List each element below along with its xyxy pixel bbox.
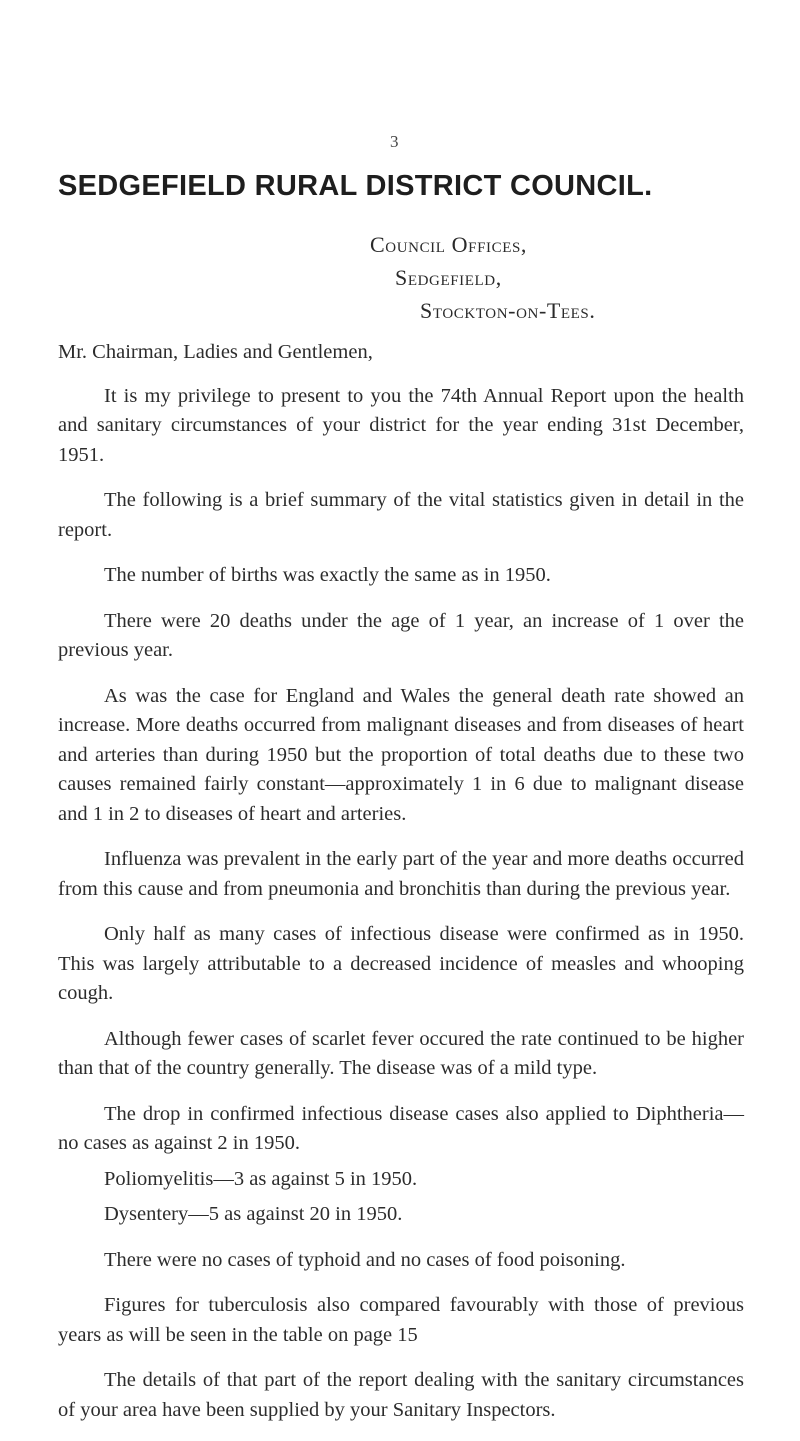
address-line-1: Council Offices, <box>370 232 528 257</box>
paragraph-sanitary: The details of that part of the report dealing with the sanitary circumstances of your area have been supplied by your Sanitary Inspectors. <box>58 1369 744 1421</box>
paragraph-infectious-disease: Only half as many cases of infectious disease were confirmed as in 1950. This was largely attributable to a decreased incidence of measles and whooping cough. <box>58 923 744 1004</box>
paragraph-death-rate: As was the case for England and Wales the general death rate showed an increase. More deaths occurred from malignant diseases and from diseases of heart and arteries than during 1950 but the proportion of total deaths due to these two causes remained fairly constant—approximately 1 in 6 due to malignant disease and 1 in 2 to diseases of heart and arteries. <box>58 684 744 825</box>
paragraph-intro: It is my privilege to present to you the 74th Annual Report upon the health and sanitary circumstances of your district for the year ending 31st December, 1951. <box>58 384 744 466</box>
paragraph-dysentery: Dysentery—5 as against 20 in 1950. <box>104 1203 403 1225</box>
paragraph-diphtheria: The drop in confirmed infectious disease cases also applied to Diphtheria—no cases as against 2 in 1950. <box>58 1102 744 1154</box>
address-line-3: Stockton-on-Tees. <box>420 298 596 323</box>
paragraph-poliomyelitis: Poliomyelitis—3 as against 5 in 1950. <box>104 1167 418 1190</box>
page-number: 3 <box>390 132 399 151</box>
document-title: SEDGEFIELD RURAL DISTRICT COUNCIL. <box>58 170 653 202</box>
paragraph-summary: The following is a brief summary of the vital statistics given in detail in the report. <box>58 489 744 541</box>
letter-body <box>58 338 744 1441</box>
paragraph-tuberculosis: Figures for tuberculosis also compared favourably with those of previous years as will be seen in the table on page 15 <box>58 1294 744 1346</box>
paragraph-births: The number of births was exactly the same as in 1950. <box>104 564 551 586</box>
paragraph-infant-deaths: There were 20 deaths under the age of 1 year, an increase of 1 over the previous year. <box>58 609 744 661</box>
paragraph-typhoid: There were no cases of typhoid and no cases of food poisoning. <box>104 1248 626 1271</box>
address-line-2: Sedgefield, <box>395 265 502 290</box>
paragraph-scarlet-fever: Although fewer cases of scarlet fever occured the rate continued to be higher than that of the country generally. The disease was of a mild type. <box>58 1027 744 1079</box>
sender-address <box>0 232 800 331</box>
salutation: Mr. Chairman, Ladies and Gentlemen, <box>58 341 373 363</box>
paragraph-influenza: Influenza was prevalent in the early part of the year and more deaths occurred from this cause and from pneumonia and bronchitis than during the previous year. <box>58 848 744 900</box>
